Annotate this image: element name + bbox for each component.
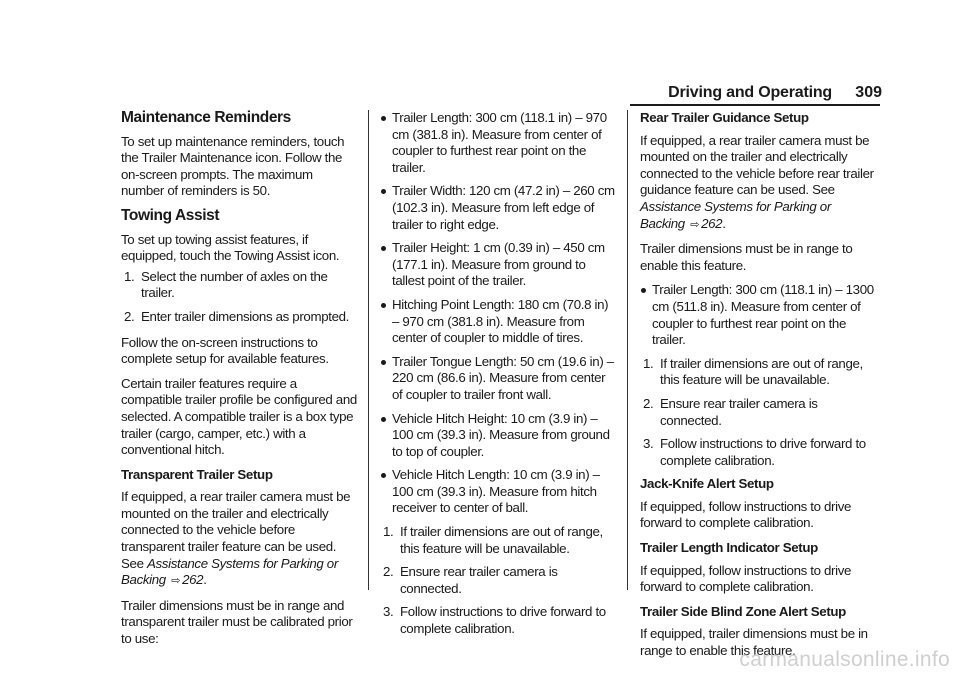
column-3 (640, 110, 876, 668)
cross-reference-link[interactable]: Assistance Systems for Parking or Backing (121, 555, 338, 588)
rear-trailer-guidance-text: If equipped, a rear trailer camera must be mounted on the trailer and electrically connected to the vehicle before rear trailer guidance feature can be used. See (640, 132, 874, 198)
trailer-dimensions-paragraph: Trailer dimensions must be in range and transparent trailer must be calibrated prior to use: (121, 597, 353, 647)
calibration-step (380, 524, 618, 557)
calibration-step (380, 604, 618, 637)
column-2 (380, 110, 618, 645)
rear-trailer-guidance-heading: Rear Trailer Guidance Setup (640, 110, 809, 125)
trailer-length-indicator-heading: Trailer Length Indicator Setup (640, 540, 818, 556)
transparent-trailer-paragraph: If equipped, a rear trailer camera must be mounted on the trailer and electrically connected to the vehicle before transparent trailer feature can be used. See Assistance Systems for Parking or Backing ⇨ 262. (121, 489, 351, 588)
towing-step (121, 269, 357, 302)
dimension-bullet: Trailer Width: 120 cm (47.2 in) – 260 cm (102.3 in). Measure from left edge of trailer to right edge. (380, 183, 618, 233)
step-number: 2. (643, 395, 654, 411)
step-number: 2. (383, 564, 394, 580)
jack-knife-heading: Jack-Knife Alert Setup (640, 476, 774, 492)
cross-reference-page[interactable]: 262 (182, 572, 204, 588)
calibration-step (380, 564, 618, 597)
column-1 (121, 110, 357, 656)
cross-reference-page[interactable]: 262 (701, 215, 723, 231)
step-number: 2. (124, 308, 135, 324)
step-text: Follow instructions to drive forward to complete calibration. (400, 604, 606, 637)
step-text: Follow instructions to drive forward to complete calibration. (660, 436, 866, 468)
rear-dimensions-paragraph: Trailer dimensions must be in range to enable this feature. (640, 241, 853, 273)
watermark: carmanualsonline.info (739, 648, 950, 671)
column-divider-2 (627, 110, 628, 590)
maintenance-heading: Maintenance Reminders (121, 109, 291, 126)
towing-assist-paragraph: To set up towing assist features, if equipped, touch the Towing Assist icon. (121, 231, 340, 264)
towing-step (121, 309, 357, 326)
step-number: 3. (383, 604, 394, 620)
transparent-trailer-text: If equipped, a rear trailer camera must be mounted on the trailer and electrically connected to the vehicle before transparent trailer feature can be used. See (121, 489, 351, 571)
calibration-step (640, 396, 876, 429)
page-number: 309 (855, 84, 882, 101)
page-ref-arrow-icon: ⇨ (171, 575, 181, 588)
step-number: 1. (643, 355, 654, 371)
step-text: If trailer dimensions are out of range, this feature will be unavailable. (400, 524, 603, 556)
running-header-title: Driving and Operating (668, 84, 832, 101)
towing-assist-heading: Towing Assist (121, 206, 220, 224)
step-number: 3. (643, 436, 654, 452)
step-text: Ensure rear trailer camera is connected. (660, 395, 818, 428)
jack-knife-paragraph: If equipped, follow instructions to drive forward to complete calibration. (640, 498, 852, 531)
cross-reference-link[interactable]: Assistance Systems for Parking or Backing (640, 198, 831, 231)
blind-zone-alert-heading: Trailer Side Blind Zone Alert Setup (640, 603, 846, 619)
dimension-bullet: Trailer Length: 300 cm (118.1 in) – 970 cm (381.8 in). Measure from center of coupler to furthest rear point on the trailer. (380, 110, 618, 176)
dimension-bullet: Vehicle Hitch Length: 10 cm (3.9 in) – 100 cm (39.3 in). Measure from hitch receiver to center of ball. (380, 467, 618, 517)
calibration-step (640, 356, 876, 389)
calibration-step (640, 436, 876, 469)
dimension-bullet: Hitching Point Length: 180 cm (70.8 in) – 970 cm (381.8 in). Measure from center of coupler to middle of tires. (380, 297, 618, 347)
transparent-trailer-heading: Transparent Trailer Setup (121, 466, 273, 482)
blind-zone-alert-paragraph: If equipped, trailer dimensions must be in range to enable this feature. (640, 626, 868, 659)
step-text: Enter trailer dimensions as prompted. (141, 308, 350, 324)
step-text: Ensure rear trailer camera is connected. (400, 564, 558, 596)
header-rule (630, 104, 880, 106)
step-text: If trailer dimensions are out of range, this feature will be unavailable. (660, 355, 863, 388)
dimension-bullet: Trailer Length: 300 cm (118.1 in) – 1300 cm (511.8 in). Measure from center of coupler to furthest rear point on the trailer. (640, 282, 876, 348)
step-text: Select the number of axles on the trailer. (141, 268, 328, 301)
trailer-length-indicator-paragraph: If equipped, follow instructions to drive forward to complete calibration. (640, 562, 852, 595)
dimension-bullet: Trailer Tongue Length: 50 cm (19.6 in) – 220 cm (86.6 in). Measure from center of coupler to trailer front wall. (380, 354, 618, 404)
step-number: 1. (124, 268, 135, 284)
rear-trailer-guidance-paragraph: If equipped, a rear trailer camera must be mounted on the trailer and electrically connected to the vehicle before rear trailer guidance feature can be used. See Assistance Systems for Parking or Backing ⇨ 262. (640, 132, 874, 231)
follow-instructions-paragraph: Follow the on-screen instructions to complete setup for available features. (121, 334, 329, 367)
dimension-bullet: Vehicle Hitch Height: 10 cm (3.9 in) – 100 cm (39.3 in). Measure from ground to top of coupler. (380, 411, 618, 461)
maintenance-paragraph: To set up maintenance reminders, touch the Trailer Maintenance icon. Follow the on-screen prompts. The maximum number of reminders is 50. (121, 133, 345, 199)
page-ref-arrow-icon: ⇨ (690, 218, 700, 231)
column-divider-1 (368, 110, 369, 590)
dimension-bullet: Trailer Height: 1 cm (0.39 in) – 450 cm (177.1 in). Measure from ground to tallest point of the trailer. (380, 240, 618, 290)
compatible-trailer-paragraph: Certain trailer features require a compatible trailer profile be configured and selected. A compatible trailer is a box type trailer (cargo, camper, etc.) with a conventional hitch. (121, 375, 357, 458)
step-number: 1. (383, 524, 394, 540)
